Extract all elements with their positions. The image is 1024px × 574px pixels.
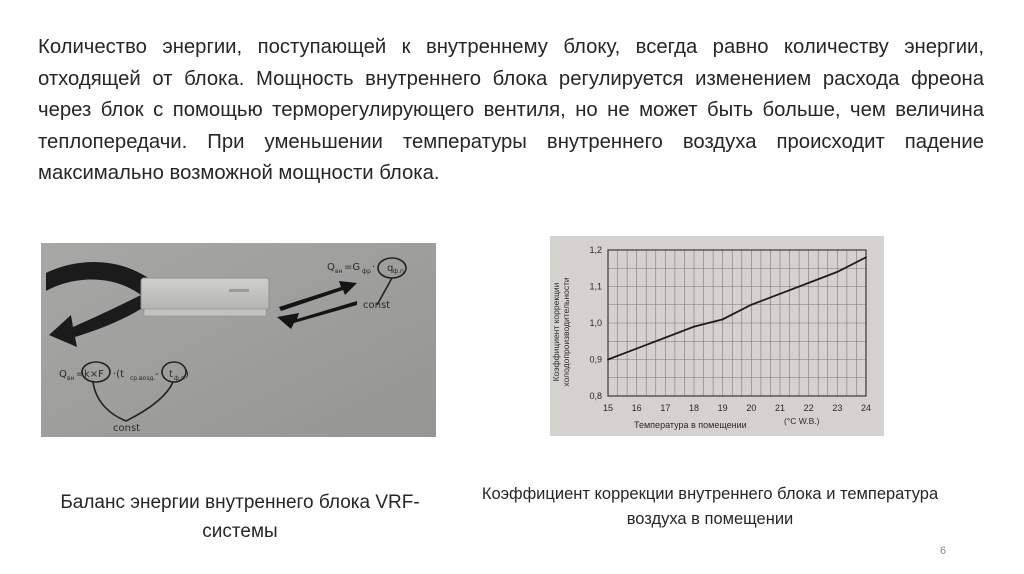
energy-balance-figure [41,243,436,437]
x-axis-unit: (°C W.B.) [784,416,820,426]
y-tick-label: 1,1 [589,281,602,292]
x-tick-label: 23 [832,403,843,413]
svg-text:k×F: k×F [84,369,104,380]
svg-text:ф.п: ф.п [393,268,404,275]
svg-text:q: q [387,263,394,274]
const-top-label: const [363,300,391,311]
page-number: 6 [940,545,947,557]
series-point [779,293,781,295]
svg-text:фр: фр [362,268,371,275]
svg-text:ф.п: ф.п [174,375,185,382]
indoor-unit-icon [141,278,269,316]
const-bottom-label: const [113,423,141,434]
svg-text:=: = [76,369,85,380]
svg-text:·: · [372,262,376,273]
y-tick-label: 0,8 [589,391,602,401]
x-tick-label: 17 [660,403,671,413]
svg-text:·(t: ·(t [113,369,125,380]
series-point [693,326,695,328]
x-tick-label: 16 [631,403,642,413]
series-point [865,256,867,258]
x-tick-label: 21 [774,403,786,413]
x-axis-label: Температура в помещении [634,420,747,430]
series-point [636,348,638,350]
series-point [722,318,724,320]
correction-chart [550,236,884,436]
y-tick-label: 0,9 [589,354,602,365]
main-paragraph: Количество энергии, поступающей к внутреннему блоку, всегда равно количеству энергии, отходящей от блока. Мощность внутреннего блока регулируется изменением расхода фреона через блок с помощью терморегулирующего вентиля, но не может быть больше, чем величина теплопередачи. При уменьшении температуры внутреннего воздуха происходит падение максимально возможной мощности блока. [38,36,984,184]
series-point [750,304,752,306]
left-figure-caption: Баланс энергии внутреннего блока VRF-системы [60,492,420,542]
series-point [607,359,609,361]
x-tick-label: 19 [717,403,728,413]
svg-text:ср.возд.: ср.возд. [130,375,156,382]
y-axis-label-line2: холодопроизводительности [561,277,571,387]
right-figure-caption: Коэффициент коррекции внутреннего блока и температура воздуха в помещении [481,485,939,528]
svg-text:вн: вн [335,268,343,275]
series-point [808,282,810,284]
series-point [664,337,666,339]
x-tick-label: 18 [688,403,700,413]
x-tick-label: 15 [602,403,614,413]
x-tick-label: 24 [860,403,872,413]
series-point [836,271,838,273]
y-axis-label-line1: Коэффициент коррекции [551,282,561,382]
svg-text:=G: =G [344,262,361,273]
svg-text:Q: Q [327,262,335,273]
svg-text:Q: Q [59,369,67,380]
y-tick-label: 1,2 [589,245,602,255]
x-tick-label: 20 [746,403,757,413]
svg-text:): ) [185,369,189,380]
svg-text:t: t [169,369,173,380]
x-tick-label: 22 [803,403,814,413]
svg-text:вн: вн [67,375,75,382]
svg-text:-: - [155,369,159,380]
y-tick-label: 1,0 [589,318,602,328]
